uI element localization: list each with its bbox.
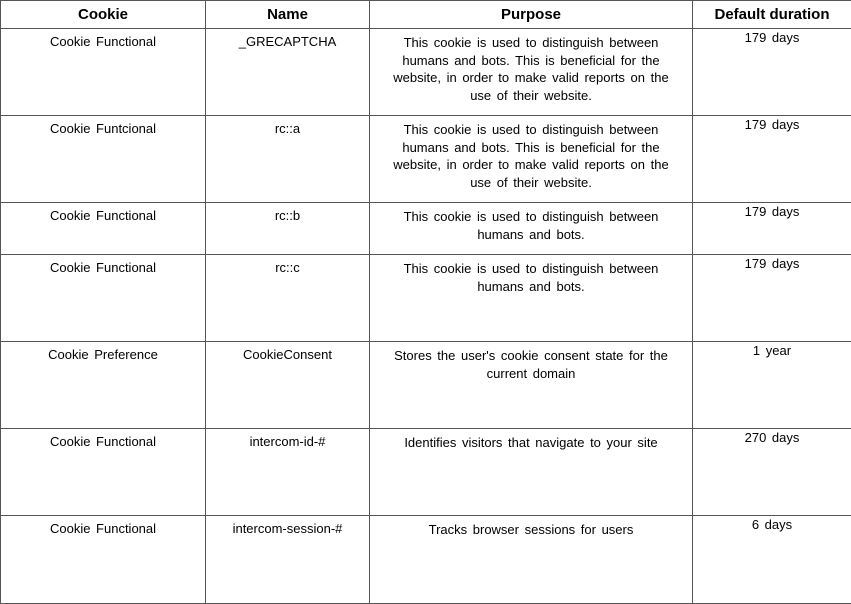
cookie-duration-cell xyxy=(693,429,851,516)
table-header-row xyxy=(1,1,851,29)
cookie-name: rc::b xyxy=(206,203,369,225)
cookie-purpose-cell xyxy=(370,516,693,604)
cookie-type: Cookie Functional xyxy=(1,29,205,51)
cookie-purpose: This cookie is used to distinguish between humans and bots. xyxy=(370,255,692,295)
cookie-purpose: This cookie is used to distinguish between humans and bots. This is beneficial for the website, in order to make valid reports on the use of their website. xyxy=(370,29,692,104)
header-purpose: Purpose xyxy=(370,1,693,29)
header-cookie: Cookie xyxy=(1,1,206,29)
cookie-purpose-cell xyxy=(370,29,693,116)
cookie-name-cell xyxy=(206,516,370,604)
table-row xyxy=(1,29,851,116)
cookie-purpose-cell xyxy=(370,342,693,429)
cookie-duration: 179 days xyxy=(693,116,851,134)
cookie-type-cell xyxy=(1,516,206,604)
table-row xyxy=(1,429,851,516)
cookie-name-cell xyxy=(206,203,370,255)
cookie-duration: 179 days xyxy=(693,203,851,221)
cookie-purpose: This cookie is used to distinguish between humans and bots. This is beneficial for the website, in order to make valid reports on the use of their website. xyxy=(370,116,692,191)
cookie-type-cell xyxy=(1,342,206,429)
cookie-duration: 6 days xyxy=(693,516,851,534)
cookie-name-cell xyxy=(206,29,370,116)
cookie-purpose-cell xyxy=(370,203,693,255)
cookie-type-cell xyxy=(1,255,206,342)
table-row xyxy=(1,116,851,203)
cookie-duration: 179 days xyxy=(693,255,851,273)
cookie-duration-cell xyxy=(693,516,851,604)
cookie-purpose-cell xyxy=(370,255,693,342)
header-name: Name xyxy=(206,1,370,29)
cookie-duration-cell xyxy=(693,203,851,255)
cookie-duration-cell xyxy=(693,255,851,342)
cookie-duration-cell xyxy=(693,116,851,203)
cookie-purpose: Identifies visitors that navigate to your site xyxy=(370,429,692,452)
cookie-name: intercom-id-# xyxy=(206,429,369,451)
cookie-purpose-cell xyxy=(370,429,693,516)
cookie-duration: 1 year xyxy=(693,342,851,360)
table-row xyxy=(1,203,851,255)
cookie-name: CookieConsent xyxy=(206,342,369,364)
cookie-name-cell xyxy=(206,342,370,429)
table-row xyxy=(1,342,851,429)
cookie-name: _GRECAPTCHA xyxy=(206,29,369,51)
cookie-type: Cookie Functional xyxy=(1,429,205,451)
cookie-type-cell xyxy=(1,29,206,116)
cookie-name: rc::c xyxy=(206,255,369,277)
cookie-type: Cookie Funtcional xyxy=(1,116,205,138)
cookie-duration: 270 days xyxy=(693,429,851,447)
table-row xyxy=(1,516,851,604)
cookie-purpose-cell xyxy=(370,116,693,203)
cookie-name-cell xyxy=(206,429,370,516)
cookie-type-cell xyxy=(1,429,206,516)
cookie-duration: 179 days xyxy=(693,29,851,47)
cookie-type: Cookie Functional xyxy=(1,255,205,277)
table-row xyxy=(1,255,851,342)
cookie-purpose: Stores the user's cookie consent state for the current domain xyxy=(370,342,692,382)
cookie-type: Cookie Functional xyxy=(1,516,205,538)
header-default-duration: Default duration xyxy=(693,1,851,29)
cookie-type: Cookie Functional xyxy=(1,203,205,225)
cookie-purpose: Tracks browser sessions for users xyxy=(370,516,692,539)
cookie-name-cell xyxy=(206,255,370,342)
cookie-type-cell xyxy=(1,203,206,255)
cookie-type-cell xyxy=(1,116,206,203)
cookie-name: rc::a xyxy=(206,116,369,138)
cookie-name-cell xyxy=(206,116,370,203)
cookie-duration-cell xyxy=(693,29,851,116)
cookie-duration-cell xyxy=(693,342,851,429)
cookie-purpose: This cookie is used to distinguish between humans and bots. xyxy=(370,203,692,243)
cookie-type: Cookie Preference xyxy=(1,342,205,364)
cookie-name: intercom-session-# xyxy=(206,516,369,538)
